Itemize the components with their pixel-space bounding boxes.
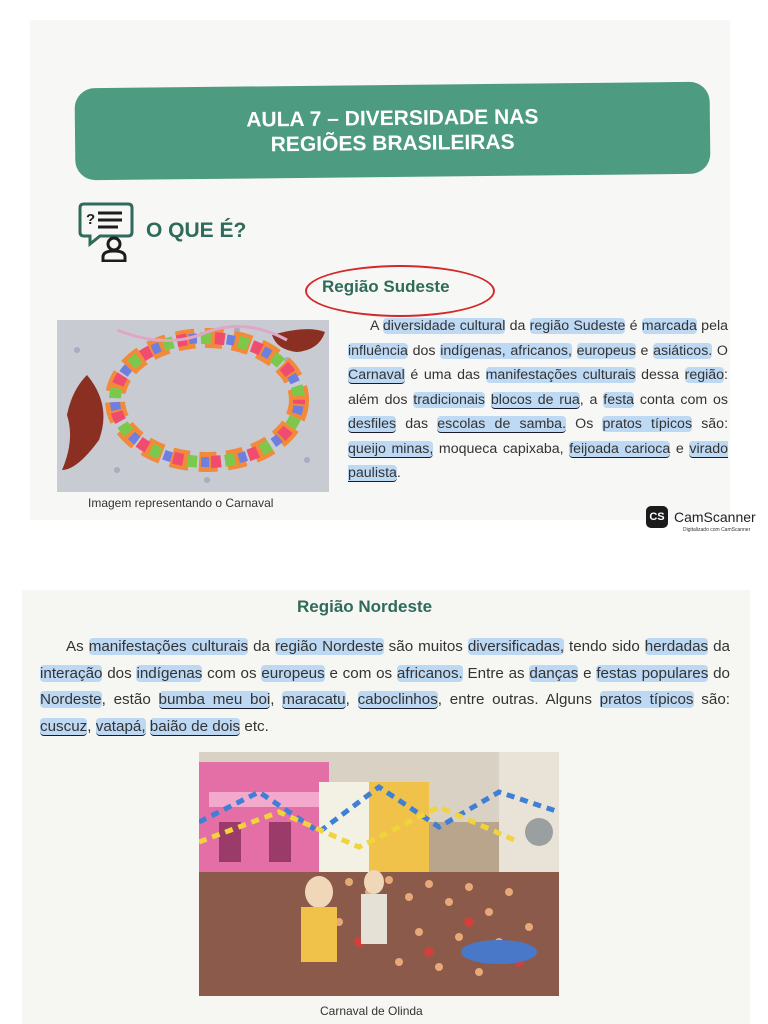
section-label-text: O QUE É? xyxy=(146,219,247,242)
camscanner-sub: Digitalizado com CamScanner xyxy=(683,527,751,533)
camscanner-brand: CamScanner xyxy=(674,509,756,525)
olinda-carnival-photo xyxy=(199,752,559,996)
lesson-title-banner xyxy=(75,82,711,181)
svg-text:?: ? xyxy=(86,211,96,228)
sudeste-image-caption: Imagem representando o Carnaval xyxy=(88,496,274,510)
camscanner-watermark xyxy=(646,506,756,528)
section-label xyxy=(78,200,246,262)
sudeste-paragraph: A diversidade cultural da região Sudeste é marcada pela influência dos indígenas, africanos, europeus e asiáticos. O Carnaval é uma das manifestações culturais dessa região: além dos tradicionais blocos de rua, a festa conta com os desfiles das escolas de samba. Os pratos típicos são: queijo minas, moqueca capixaba, feijoada carioca e virado paulista. xyxy=(348,318,729,481)
question-person-icon xyxy=(78,200,136,262)
sudeste-title: Região Sudeste xyxy=(322,277,450,296)
nordeste-title: Região Nordeste xyxy=(297,597,433,616)
carnival-image xyxy=(57,320,329,492)
lesson-title-line2: REGIÕES BRASILEIRAS xyxy=(270,130,515,157)
camscanner-logo-icon: CS xyxy=(646,506,668,528)
nordeste-paragraph: As manifestações culturais da região Nordeste são muitos diversificadas, tendo sido herdadas da interação dos indígenas com os europeus e com os africanos. Entre as danças e festas populares do Nordeste, estão bumba meu boi, maracatu, caboclinhos, entre outras. Alguns pratos típicos são: cuscuz, vatapá, baião de dois etc. xyxy=(40,638,730,735)
lesson-title-line1: AULA 7 – DIVERSIDADE NAS xyxy=(246,105,539,132)
nordeste-image-caption: Carnaval de Olinda xyxy=(320,1004,423,1018)
